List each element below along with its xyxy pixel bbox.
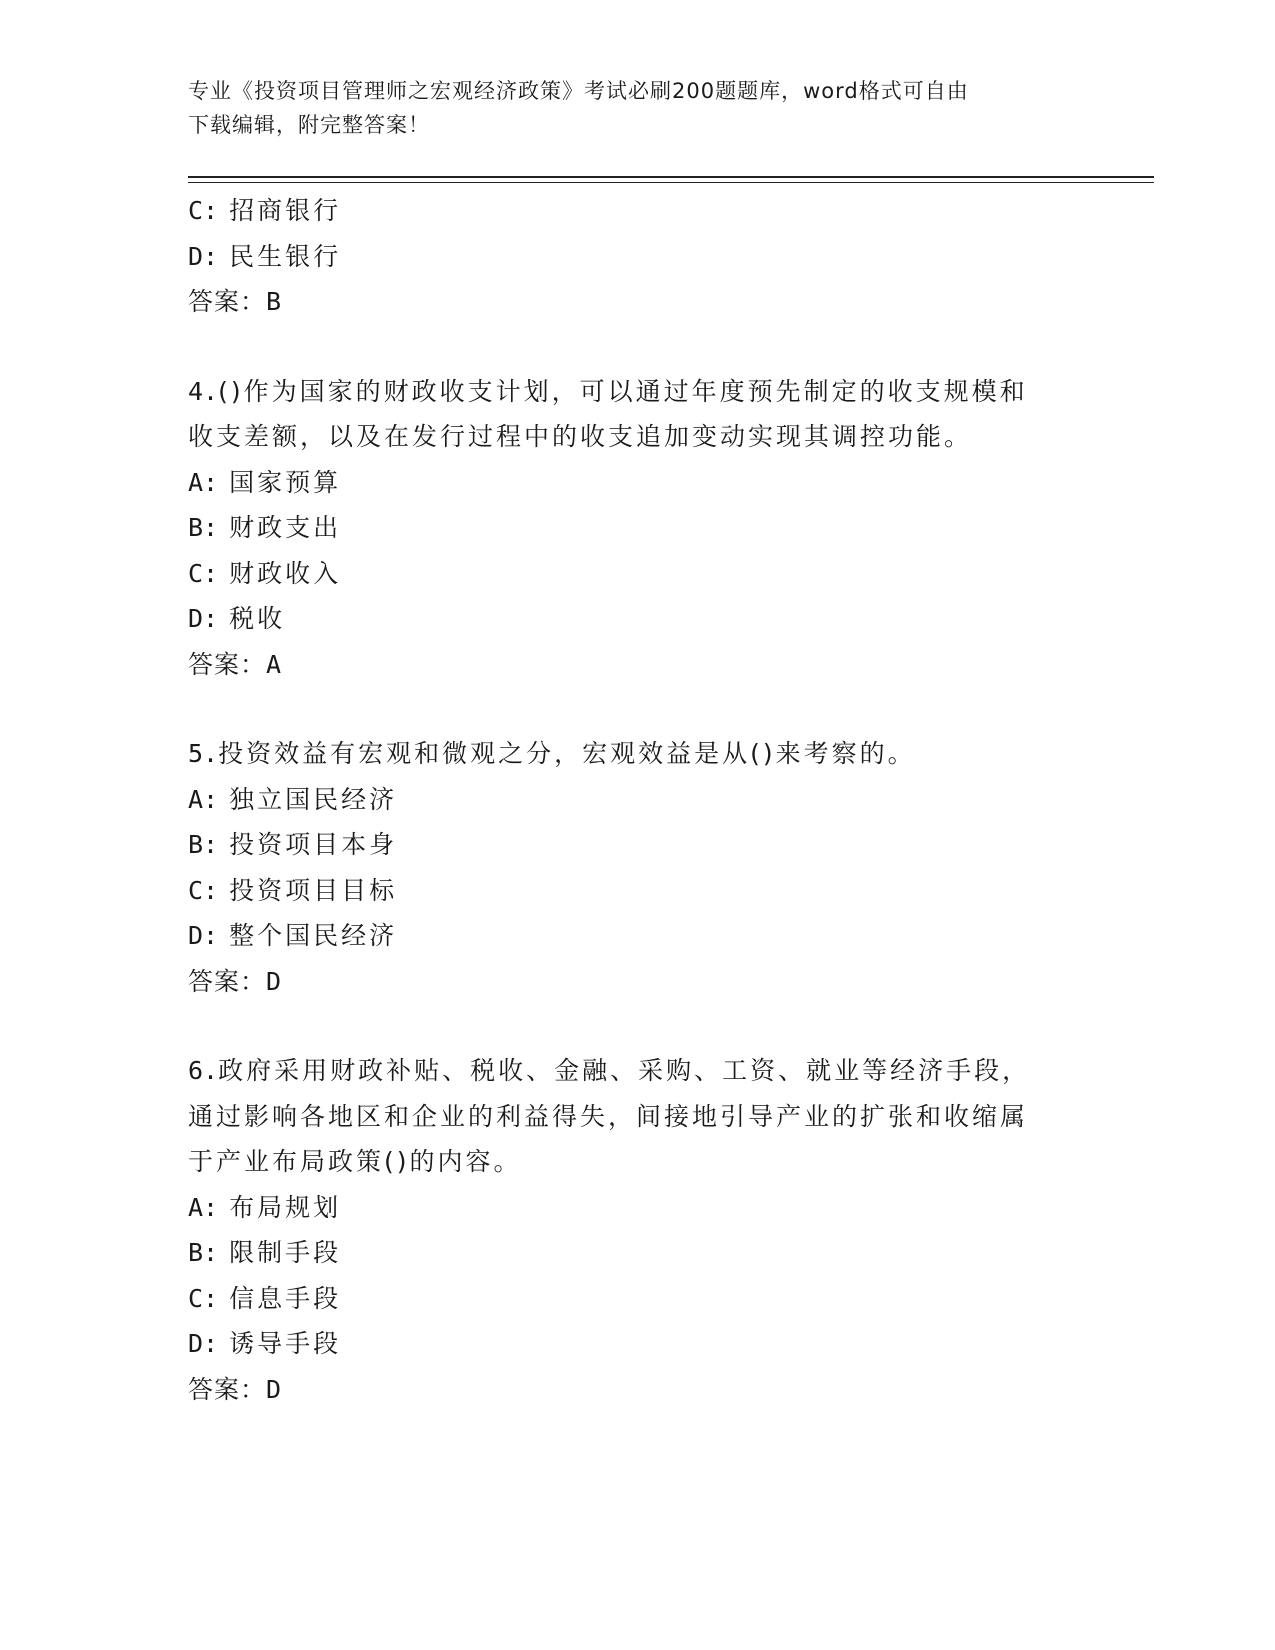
option-a	[188, 1185, 1088, 1231]
option-text: 投资项目目标	[229, 875, 398, 905]
option-d	[188, 234, 1088, 280]
question-block-prev	[188, 188, 1088, 325]
option-letter: C:	[188, 875, 219, 905]
question-text-line	[188, 1139, 1088, 1185]
header-line-2: 下载编辑，附完整答案！	[188, 113, 430, 137]
question-block-4	[188, 369, 1088, 688]
option-c	[188, 1276, 1088, 1322]
option-letter: D:	[188, 921, 219, 950]
option-b	[188, 822, 1088, 868]
answer-value: D	[266, 966, 283, 996]
answer-line	[188, 959, 1088, 1005]
header-line-1: 专业《投资项目管理师之宏观经济政策》考试必刷200题题库，word格式可自由	[188, 79, 969, 103]
option-letter: C:	[188, 196, 219, 225]
answer-label: 答案：	[188, 287, 267, 316]
option-c	[188, 551, 1088, 597]
option-letter: D:	[188, 1329, 219, 1358]
option-letter: D:	[188, 604, 219, 633]
option-text: 税收	[229, 604, 286, 633]
question-text: ()作为国家的财政收支计划，可以通过年度预先制定的收支规模和	[218, 376, 1028, 406]
option-text: 投资项目本身	[229, 830, 398, 859]
question-text-line	[188, 369, 1088, 415]
option-letter: C:	[188, 558, 219, 588]
option-letter: C:	[188, 1283, 219, 1313]
question-block-5	[188, 731, 1088, 1004]
option-c	[188, 868, 1088, 914]
option-letter: A:	[188, 467, 219, 497]
option-text: 国家预算	[229, 467, 342, 497]
question-block-6	[188, 1048, 1088, 1412]
option-letter: B:	[188, 830, 219, 859]
answer-value: D	[266, 1374, 283, 1404]
option-letter: A:	[188, 784, 219, 814]
question-list	[188, 188, 1088, 1412]
option-text: 诱导手段	[229, 1329, 342, 1358]
option-d	[188, 913, 1088, 959]
answer-value: A	[266, 649, 283, 679]
option-d	[188, 1321, 1088, 1367]
option-b	[188, 1230, 1088, 1276]
option-text: 独立国民经济	[229, 784, 398, 814]
question-number: 5.	[188, 739, 219, 768]
answer-label: 答案：	[188, 966, 267, 996]
question-text-line	[188, 414, 1088, 460]
option-text: 财政收入	[229, 558, 342, 588]
option-text: 信息手段	[229, 1283, 342, 1313]
answer-line	[188, 1367, 1088, 1413]
option-letter: D:	[188, 241, 219, 271]
answer-line	[188, 642, 1088, 688]
question-text-line	[188, 1094, 1088, 1140]
question-number: 4.	[188, 376, 219, 406]
question-text-line	[188, 731, 1088, 777]
question-text: 投资效益有宏观和微观之分，宏观效益是从()来考察的。	[218, 739, 916, 768]
question-text: 政府采用财政补贴、税收、金融、采购、工资、就业等经济手段，	[218, 1056, 1031, 1085]
option-d	[188, 596, 1088, 642]
option-a	[188, 777, 1088, 823]
answer-line	[188, 279, 1088, 325]
header-divider-thick	[188, 176, 1154, 178]
question-text: 于产业布局政策()的内容。	[188, 1147, 522, 1176]
option-text: 财政支出	[229, 513, 342, 542]
answer-value: B	[266, 287, 283, 316]
document-header	[188, 74, 1068, 142]
question-text: 通过影响各地区和企业的利益得失，间接地引导产业的扩张和收缩属	[188, 1101, 1029, 1131]
option-b	[188, 505, 1088, 551]
header-divider-thin	[188, 182, 1154, 183]
option-text: 布局规划	[229, 1192, 342, 1222]
option-letter: B:	[188, 513, 219, 542]
option-c	[188, 188, 1088, 234]
option-text: 民生银行	[229, 241, 342, 271]
option-text: 整个国民经济	[229, 921, 398, 950]
option-text: 限制手段	[229, 1238, 342, 1267]
question-text-line	[188, 1048, 1088, 1094]
option-text: 招商银行	[229, 196, 342, 225]
option-letter: A:	[188, 1192, 219, 1222]
option-a	[188, 460, 1088, 506]
question-text: 收支差额，以及在发行过程中的收支追加变动实现其调控功能。	[188, 422, 973, 451]
answer-label: 答案：	[188, 1374, 267, 1404]
option-letter: B:	[188, 1238, 219, 1267]
question-number: 6.	[188, 1056, 219, 1085]
answer-label: 答案：	[188, 649, 267, 679]
